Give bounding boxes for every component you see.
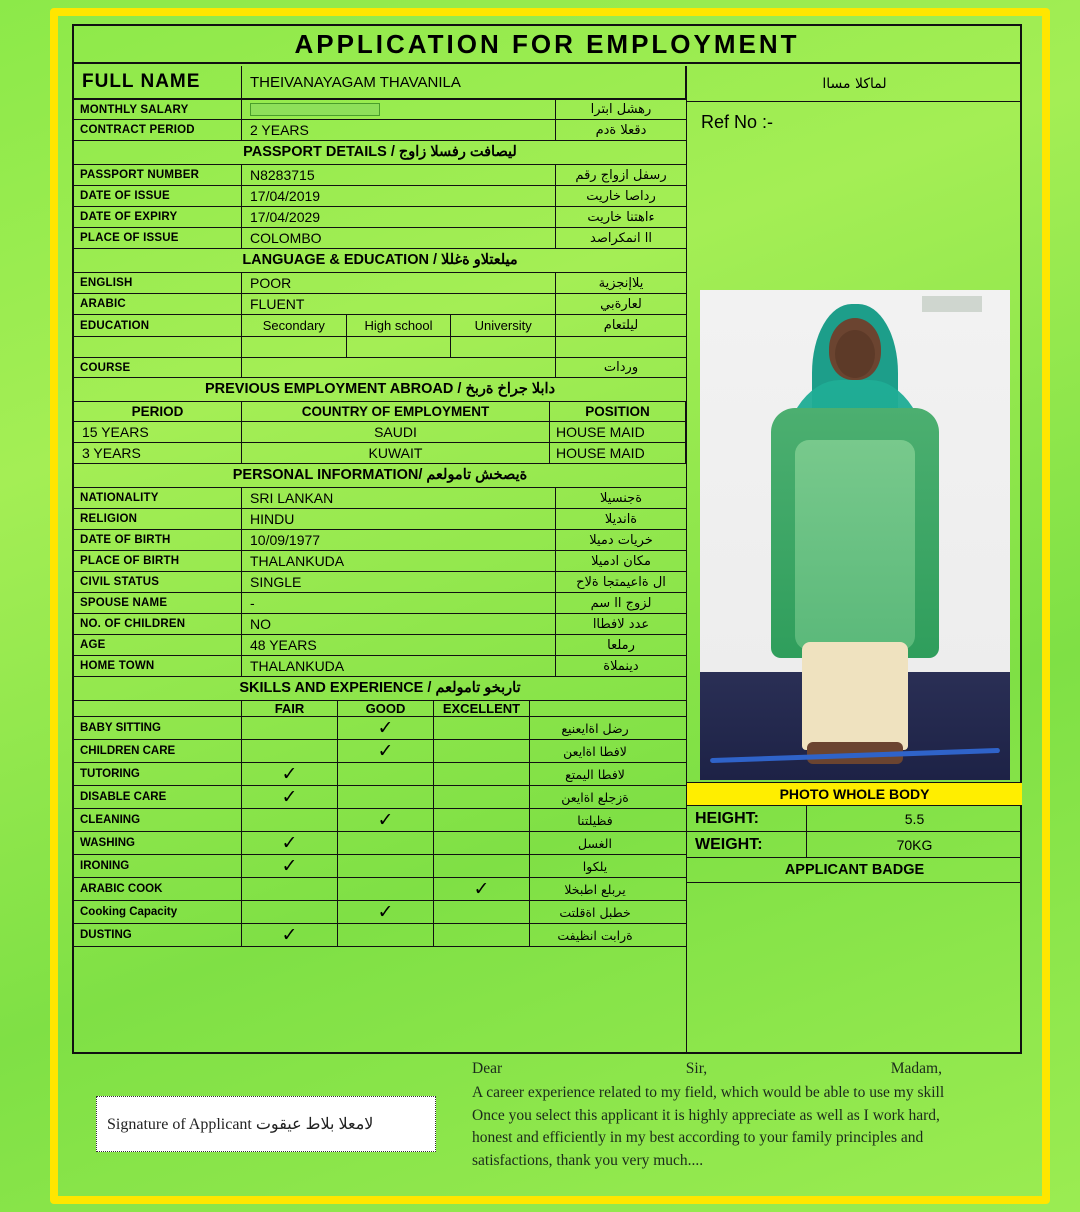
date-of-expiry-label: DATE OF EXPIRY — [74, 207, 242, 227]
date-of-birth-arabic: خريات دميلا — [589, 532, 653, 548]
course-label: COURSE — [74, 358, 242, 377]
age-arabic: رملعا — [607, 637, 635, 653]
home-town-row — [74, 656, 686, 677]
skill-rating-cell-fair[interactable] — [242, 901, 338, 923]
english-arabic: يلاإنجزية — [598, 275, 644, 291]
skill-arabic: الغسل — [578, 835, 612, 851]
date-of-issue-value: 17/04/2019 — [242, 186, 556, 206]
cover-letter — [472, 1058, 1022, 1172]
language-education-section-title: LANGUAGE & EDUCATION / ميلعتلاو ةغللا — [74, 249, 686, 273]
course-value — [242, 358, 556, 377]
skill-row — [74, 924, 686, 947]
skill-rating-cell-fair[interactable] — [242, 717, 338, 739]
spouse-name-value: - — [242, 593, 556, 613]
skill-rating-cell-excellent[interactable] — [434, 855, 530, 877]
place-of-issue-arabic: اا انمكراصد — [590, 230, 652, 246]
salutation-madam: Madam, — [890, 1060, 942, 1077]
skill-arabic: يربلع اطبخلا — [564, 881, 626, 897]
skill-rating-cell-fair[interactable] — [242, 740, 338, 762]
spouse-name-label: SPOUSE NAME — [74, 593, 242, 613]
skill-rating-cell-good[interactable] — [338, 832, 434, 854]
full-name-arabic: لماكلا مساا — [687, 66, 1022, 102]
english-row — [74, 273, 686, 294]
date-of-issue-label: DATE OF ISSUE — [74, 186, 242, 206]
education-blank-options — [242, 337, 556, 357]
applicant-photo — [700, 290, 1010, 780]
course-arabic: وردات — [603, 360, 639, 375]
full-name-row — [74, 66, 686, 100]
monthly-salary-arabic: رهشل ابترا — [590, 102, 652, 117]
skill-rating-cell-excellent[interactable] — [434, 878, 530, 900]
course-row — [74, 358, 686, 378]
skill-rating-cell-good[interactable] — [338, 786, 434, 808]
skill-row — [74, 832, 686, 855]
skill-row — [74, 901, 686, 924]
skill-arabic: فظيلتنا — [577, 812, 613, 828]
skills-col-blank — [74, 701, 242, 716]
skill-label: WASHING — [74, 832, 242, 854]
education-option-high-school[interactable]: High school — [347, 315, 452, 336]
skill-label: ARABIC COOK — [74, 878, 242, 900]
age-value: 48 YEARS — [242, 635, 556, 655]
table-row — [74, 443, 686, 464]
arabic-label: ARABIC — [74, 294, 242, 314]
civil-status-row — [74, 572, 686, 593]
table-row — [74, 422, 686, 443]
arabic-value: FLUENT — [242, 294, 556, 314]
check-icon: ✓ — [281, 854, 298, 877]
applicant-photo-area — [687, 142, 1022, 782]
letter-line-2: Once you select this applicant it is highly appreciate as well as I work hard, — [472, 1106, 940, 1124]
salutation-sir: Sir, — [685, 1060, 708, 1077]
skill-arabic: لافطا اليمتع — [565, 766, 625, 782]
arabic-row — [74, 294, 686, 315]
no-of-children-row — [74, 614, 686, 635]
skills-col-good: GOOD — [338, 701, 434, 716]
english-label: ENGLISH — [74, 273, 242, 293]
civil-status-label: CIVIL STATUS — [74, 572, 242, 592]
passport-number-label: PASSPORT NUMBER — [74, 165, 242, 185]
check-icon: ✓ — [281, 923, 298, 946]
skill-rating-cell-fair[interactable] — [242, 832, 338, 854]
place-of-birth-arabic: مكان ادميلا — [591, 553, 651, 569]
skill-rating-cell-excellent[interactable] — [434, 924, 530, 946]
figure-face — [835, 330, 875, 378]
passport-number-arabic: رسفل ازواج رقم — [575, 167, 667, 183]
place-of-birth-row — [74, 551, 686, 572]
skill-row — [74, 740, 686, 763]
spouse-name-row — [74, 593, 686, 614]
weight-value: 70KG — [896, 836, 933, 853]
skill-rating-cell-fair[interactable] — [242, 809, 338, 831]
place-of-issue-label: PLACE OF ISSUE — [74, 228, 242, 248]
education-blank-row — [74, 337, 686, 358]
english-value: POOR — [242, 273, 556, 293]
salutation-dear: Dear — [472, 1060, 503, 1077]
skill-row — [74, 878, 686, 901]
form-left-column — [74, 66, 686, 947]
religion-value: HINDU — [242, 509, 556, 529]
education-option-university[interactable]: University — [451, 315, 556, 336]
education-arabic: ليلتعام — [603, 318, 639, 333]
education-option-secondary[interactable]: Secondary — [242, 315, 347, 336]
skill-row — [74, 855, 686, 878]
skill-rating-cell-fair[interactable] — [242, 763, 338, 785]
skills-table-body — [74, 717, 686, 947]
skill-rating-cell-good[interactable] — [338, 924, 434, 946]
skills-col-fair: FAIR — [242, 701, 338, 716]
redaction-mark — [250, 103, 380, 116]
form-sheet — [72, 24, 1022, 1054]
skill-rating-cell-excellent[interactable] — [434, 832, 530, 854]
nationality-row — [74, 488, 686, 509]
contract-period-arabic: دقعلا ةدم — [595, 122, 647, 138]
skill-rating-cell-excellent[interactable] — [434, 717, 530, 739]
skill-arabic: يلكوا — [582, 858, 608, 874]
religion-arabic: ةانديلا — [604, 511, 638, 527]
figure-dress-inner — [795, 440, 915, 650]
education-blank-arabic — [556, 337, 686, 357]
home-town-label: HOME TOWN — [74, 656, 242, 676]
nationality-arabic: ةجنسيلا — [599, 490, 643, 506]
skill-label: IRONING — [74, 855, 242, 877]
contract-period-value: 2 YEARS — [242, 120, 556, 140]
monthly-salary-label: MONTHLY SALARY — [74, 100, 242, 119]
spouse-name-arabic: لزوج اا سم — [590, 595, 652, 611]
skill-row — [74, 786, 686, 809]
skill-label: Cooking Capacity — [74, 901, 242, 923]
skill-arabic: لافطا اةايعن — [563, 743, 627, 759]
letter-line-3: honest and efficiently in my best according to your family principles and — [472, 1129, 924, 1147]
skill-rating-cell-good[interactable] — [338, 855, 434, 877]
skill-rating-cell-good[interactable] — [338, 809, 434, 831]
skill-rating-cell-fair[interactable] — [242, 924, 338, 946]
date-of-expiry-arabic: ءاهتنا خاريت — [587, 209, 655, 225]
employment-col-position: POSITION — [550, 402, 686, 421]
education-blank-cell-2[interactable] — [347, 337, 452, 357]
employment-period-2: 3 YEARS — [74, 443, 242, 463]
application-form — [72, 24, 1022, 1192]
education-row — [74, 315, 686, 337]
full-name-label: FULL NAME — [74, 66, 242, 98]
nationality-label: NATIONALITY — [74, 488, 242, 508]
skill-rating-cell-excellent[interactable] — [434, 740, 530, 762]
skill-rating-cell-fair[interactable] — [242, 855, 338, 877]
place-of-birth-value: THALANKUDA — [242, 551, 556, 571]
skill-label: CLEANING — [74, 809, 242, 831]
check-icon: ✓ — [281, 762, 298, 785]
skill-rating-cell-good[interactable] — [338, 878, 434, 900]
figure-trousers — [802, 642, 908, 750]
skill-label: TUTORING — [74, 763, 242, 785]
home-town-value: THALANKUDA — [242, 656, 556, 676]
skills-col-arabic — [530, 701, 660, 716]
form-right-column — [686, 66, 1022, 1054]
date-of-birth-value: 10/09/1977 — [242, 530, 556, 550]
weight-label: WEIGHT: — [687, 832, 807, 857]
date-of-expiry-value: 17/04/2029 — [242, 207, 556, 227]
skill-rating-cell-good[interactable] — [338, 763, 434, 785]
monthly-salary-value — [242, 100, 556, 119]
check-icon: ✓ — [377, 739, 394, 762]
skill-label: DUSTING — [74, 924, 242, 946]
skill-rating-cell-fair[interactable] — [242, 786, 338, 808]
place-of-issue-row — [74, 228, 686, 249]
photo-redaction-mark — [922, 296, 982, 312]
employment-country-1: SAUDI — [242, 422, 550, 442]
height-label: HEIGHT: — [687, 806, 807, 831]
page-title: APPLICATION FOR EMPLOYMENT — [74, 26, 1020, 64]
nationality-value: SRI LANKAN — [242, 488, 556, 508]
education-blank-label — [74, 337, 242, 357]
arabic-arabic: لعارةبي — [600, 296, 642, 312]
contract-period-label: CONTRACT PERIOD — [74, 120, 242, 140]
home-town-arabic: دينملاة — [603, 658, 639, 674]
education-options — [242, 315, 556, 336]
check-icon: ✓ — [281, 831, 298, 854]
employment-col-country: COUNTRY OF EMPLOYMENT — [242, 402, 550, 421]
religion-row — [74, 509, 686, 530]
letter-line-4: satisfactions, thank you very much.... — [472, 1151, 704, 1169]
skill-row — [74, 763, 686, 786]
date-of-birth-label: DATE OF BIRTH — [74, 530, 242, 550]
check-icon: ✓ — [281, 785, 298, 808]
letter-line-1: A career experience related to my field, which would be able to use my skill — [472, 1084, 945, 1102]
personal-information-section-title: PERSONAL INFORMATION/ ةيصخش تامولعم — [74, 464, 686, 488]
no-of-children-label: NO. OF CHILDREN — [74, 614, 242, 634]
no-of-children-value: NO — [242, 614, 556, 634]
employment-country-2: KUWAIT — [242, 443, 550, 463]
place-of-birth-label: PLACE OF BIRTH — [74, 551, 242, 571]
contract-period-row — [74, 120, 686, 141]
skill-label: CHILDREN CARE — [74, 740, 242, 762]
skill-rating-cell-good[interactable] — [338, 901, 434, 923]
education-blank-cell-1[interactable] — [242, 337, 347, 357]
age-label: AGE — [74, 635, 242, 655]
check-icon: ✓ — [473, 877, 490, 900]
skill-rating-cell-good[interactable] — [338, 740, 434, 762]
skill-row — [74, 809, 686, 832]
skill-rating-cell-excellent[interactable] — [434, 786, 530, 808]
date-of-issue-arabic: رداصا خاريت — [586, 188, 656, 204]
employment-position-2: HOUSE MAID — [550, 443, 686, 463]
employment-position-1: HOUSE MAID — [550, 422, 686, 442]
applicant-badge-label: APPLICANT BADGE — [687, 858, 1022, 883]
skill-rating-cell-good[interactable] — [338, 717, 434, 739]
skills-table-header — [74, 701, 686, 717]
previous-employment-section-title: PREVIOUS EMPLOYMENT ABROAD / دابلا جراخ ةربخ — [74, 378, 686, 402]
height-value: 5.5 — [904, 810, 925, 827]
photo-whole-body-caption: PHOTO WHOLE BODY — [687, 782, 1022, 806]
signature-of-applicant-box[interactable] — [96, 1096, 436, 1152]
signature-label: Signature of Applicant لامعلا بلاط عيقوت — [107, 1116, 374, 1133]
check-icon: ✓ — [377, 716, 394, 739]
date-of-issue-row — [74, 186, 686, 207]
civil-status-value: SINGLE — [242, 572, 556, 592]
passport-number-value: N8283715 — [242, 165, 556, 185]
skill-rating-cell-excellent[interactable] — [434, 901, 530, 923]
employment-col-period: PERIOD — [74, 402, 242, 421]
skills-section-title: SKILLS AND EXPERIENCE / تاربخو تامولعم — [74, 677, 686, 701]
skill-arabic: رضل اةايعنيع — [561, 720, 629, 736]
skill-label: DISABLE CARE — [74, 786, 242, 808]
skill-arabic: خطبل اةقلتت — [559, 904, 631, 920]
check-icon: ✓ — [377, 900, 394, 923]
skill-row — [74, 717, 686, 740]
skill-arabic: ةرابت انظيفت — [557, 927, 633, 943]
skill-label: BABY SITTING — [74, 717, 242, 739]
date-of-birth-row — [74, 530, 686, 551]
education-label: EDUCATION — [74, 315, 242, 336]
check-icon: ✓ — [377, 808, 394, 831]
monthly-salary-row — [74, 100, 686, 120]
no-of-children-arabic: عدد لافطاا — [592, 616, 650, 632]
letter-salutation — [472, 1058, 942, 1080]
passport-section-title: PASSPORT DETAILS / ليصافت رفسلا زاوج — [74, 141, 686, 165]
skills-col-excellent: EXCELLENT — [434, 701, 530, 716]
age-row — [74, 635, 686, 656]
employment-table-header — [74, 402, 686, 422]
skill-rating-cell-excellent[interactable] — [434, 809, 530, 831]
weight-row — [687, 832, 1022, 858]
religion-label: RELIGION — [74, 509, 242, 529]
skill-rating-cell-fair[interactable] — [242, 878, 338, 900]
skill-arabic: ةزجلع اةايعن — [561, 789, 629, 805]
passport-number-row — [74, 165, 686, 186]
place-of-issue-value: COLOMBO — [242, 228, 556, 248]
education-blank-cell-3[interactable] — [451, 337, 556, 357]
skill-rating-cell-excellent[interactable] — [434, 763, 530, 785]
height-row — [687, 806, 1022, 832]
full-name-value: THEIVANAYAGAM THAVANILA — [242, 66, 686, 98]
employment-period-1: 15 YEARS — [74, 422, 242, 442]
ref-no-label: Ref No :- — [701, 111, 774, 132]
date-of-expiry-row — [74, 207, 686, 228]
civil-status-arabic: ال ةاعيمتجا ةلاح — [576, 574, 666, 590]
